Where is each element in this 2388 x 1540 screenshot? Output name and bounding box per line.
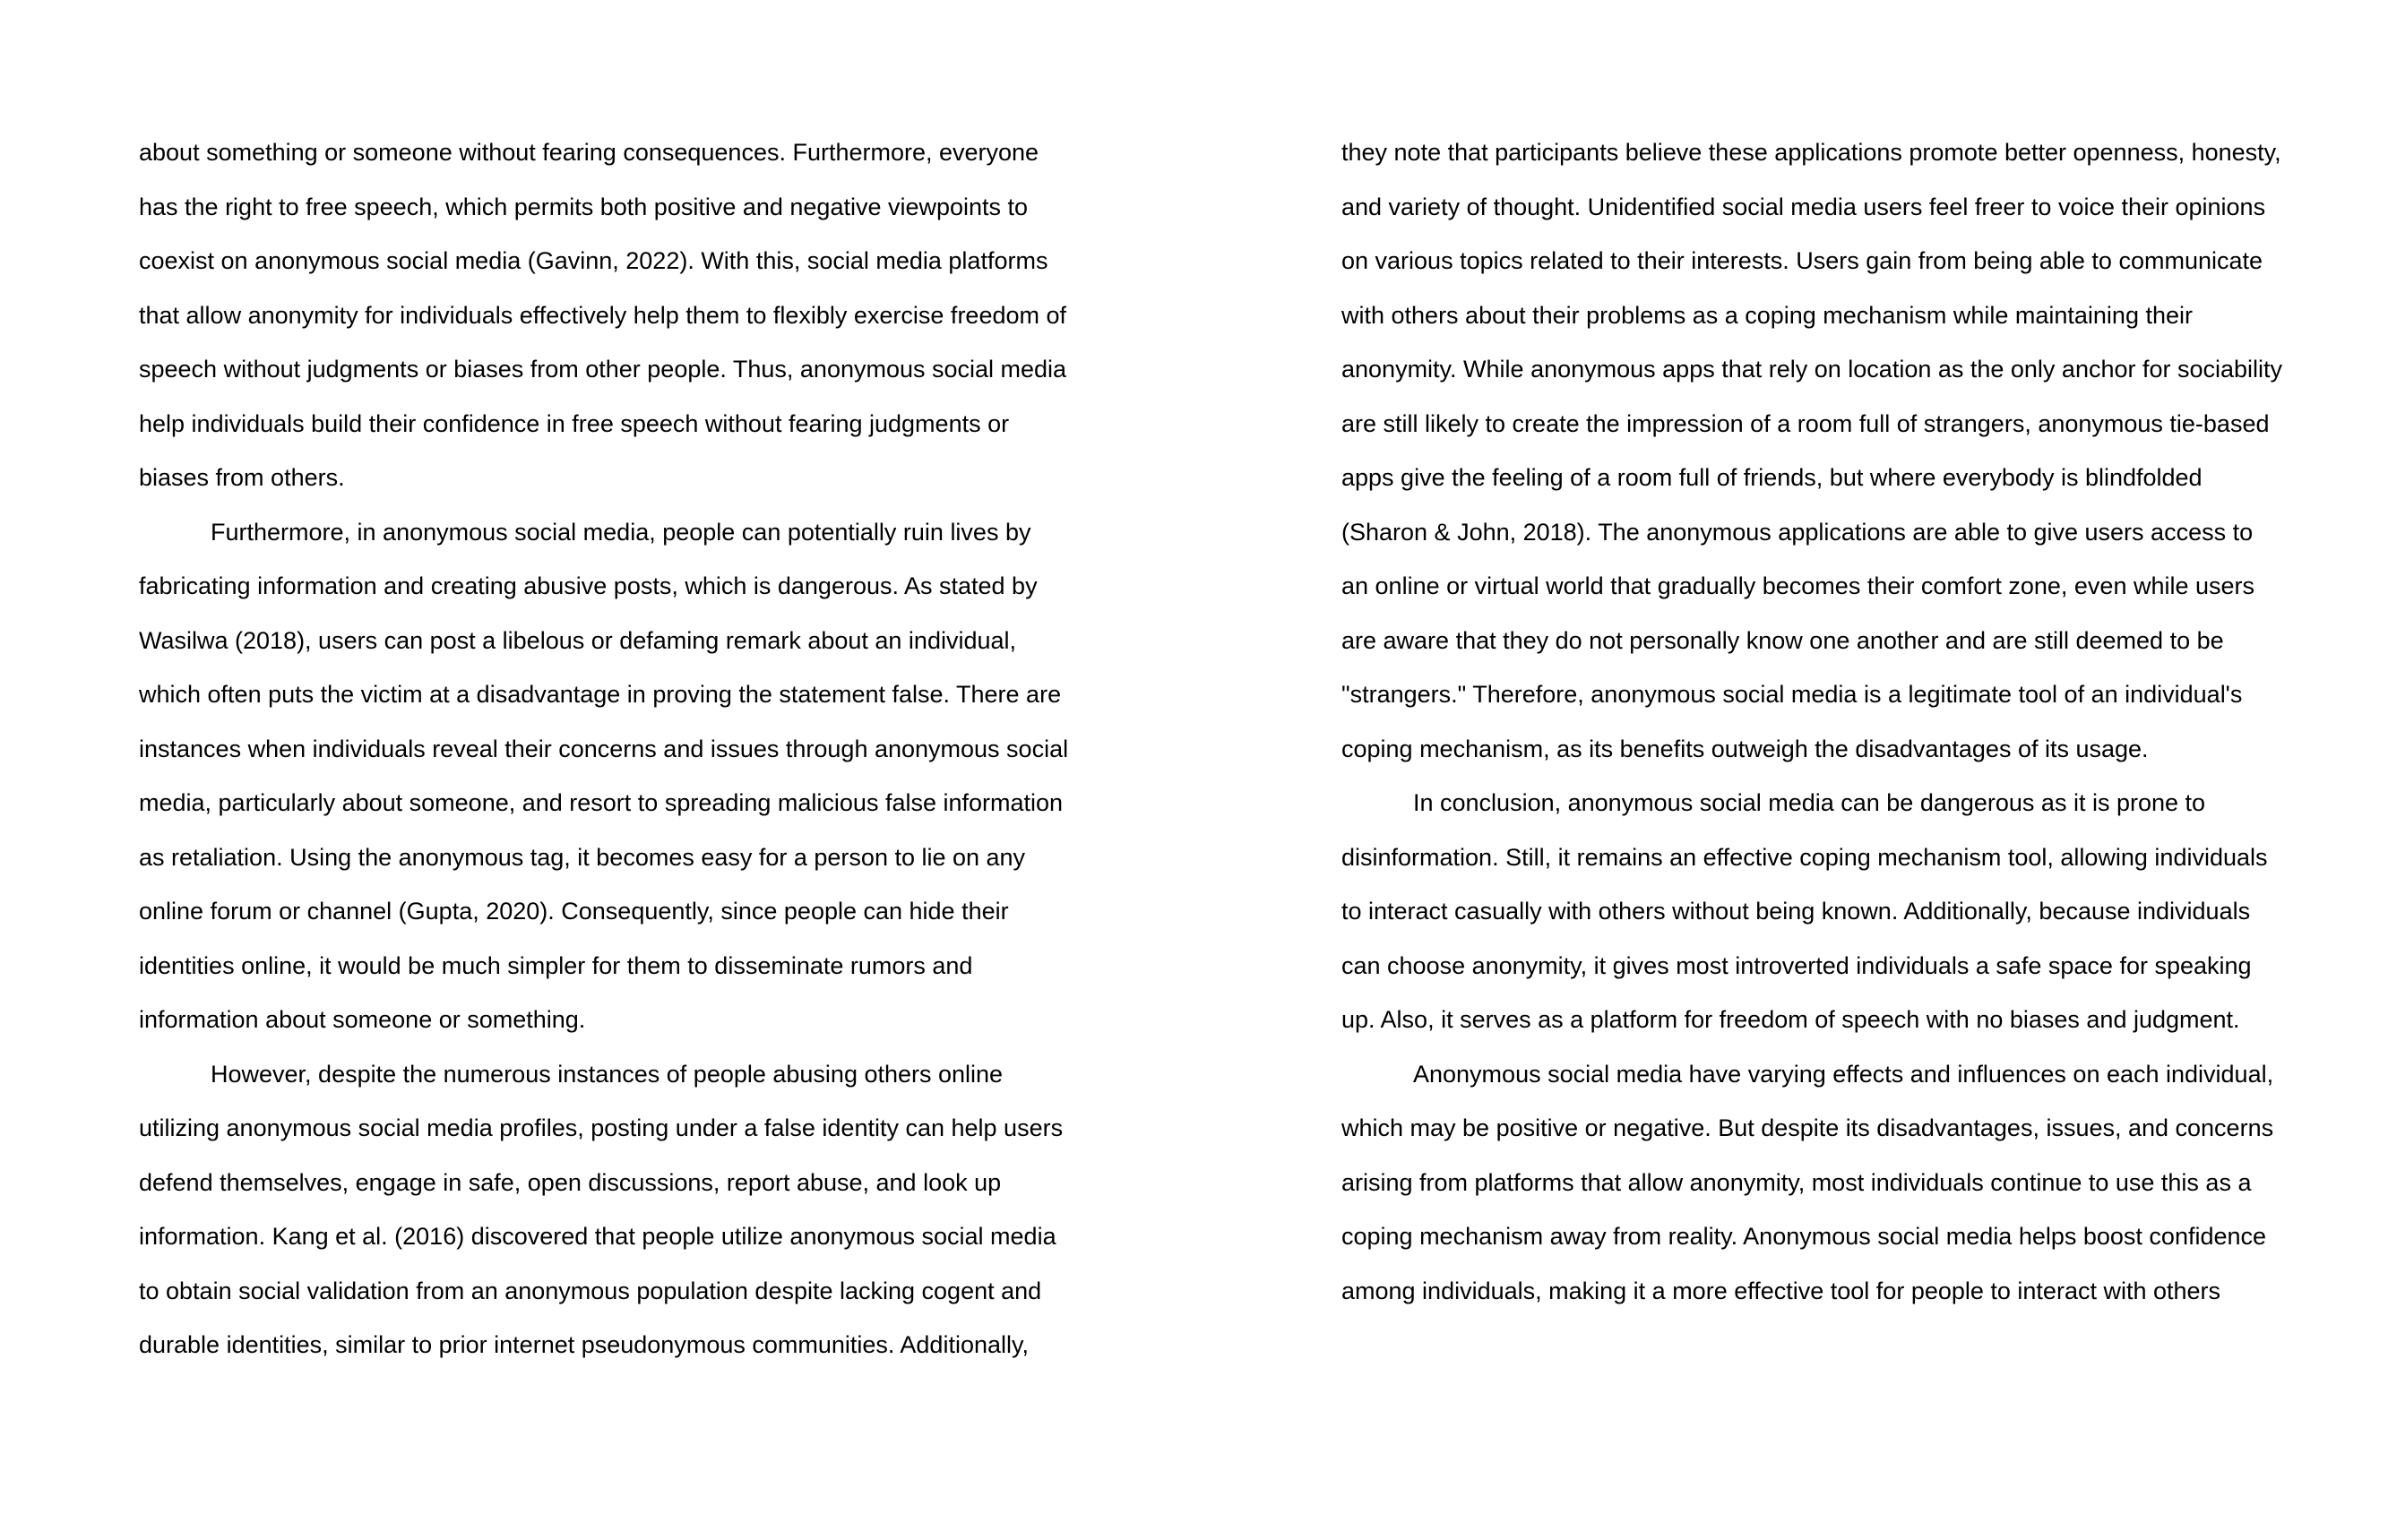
text-line: coping mechanism away from reality. Anonymous social media helps boost confidence bbox=[1341, 1223, 2267, 1250]
text-line: durable identities, similar to prior internet pseudonymous communities. Additionally, bbox=[139, 1331, 1029, 1358]
text-line: up. Also, it serves as a platform for freedom of speech with no biases and judgment. bbox=[1341, 1006, 2240, 1033]
text-line: media, particularly about someone, and resort to spreading malicious false information bbox=[139, 789, 1064, 816]
text-line: apps give the feeling of a room full of friends, but where everybody is blindfolded bbox=[1341, 464, 2203, 491]
text-line: are aware that they do not personally know one another and are still deemed to be bbox=[1341, 626, 2224, 654]
text-line: identities online, it would be much simpler for them to disseminate rumors and bbox=[139, 951, 973, 979]
text-line: Wasilwa (2018), users can post a libelous or defaming remark about an individual, bbox=[139, 626, 1017, 654]
text-line: coexist on anonymous social media (Gavinn, 2022). With this, social media platforms bbox=[139, 247, 1048, 274]
text-line: (Sharon & John, 2018). The anonymous applications are able to give users access to bbox=[1341, 518, 2254, 546]
text-line: and variety of thought. Unidentified social media users feel freer to voice their opinions bbox=[1341, 193, 2266, 220]
text-line: among individuals, making it a more effective tool for people to interact with others bbox=[1341, 1277, 2221, 1304]
text-line: defend themselves, engage in safe, open discussions, report abuse, and look up bbox=[139, 1168, 1002, 1196]
text-line: information. Kang et al. (2016) discovered that people utilize anonymous social media bbox=[139, 1223, 1056, 1250]
text-line: online forum or channel (Gupta, 2020). Consequently, since people can hide their bbox=[139, 898, 1009, 925]
text-line: In conclusion, anonymous social media can be dangerous as it is prone to bbox=[1413, 789, 2206, 816]
text-line: However, despite the numerous instances of people abusing others online bbox=[211, 1060, 1004, 1088]
text-line: Anonymous social media have varying effects and influences on each individual, bbox=[1413, 1060, 2274, 1088]
text-line: that allow anonymity for individuals effectively help them to flexibly exercise freedom of bbox=[139, 301, 1067, 329]
text-line: an online or virtual world that gradually becomes their comfort zone, even while users bbox=[1341, 572, 2255, 599]
text-line: fabricating information and creating abusive posts, which is dangerous. As stated by bbox=[139, 572, 1038, 599]
text-line: help individuals build their confidence in free speech without fearing judgments or bbox=[139, 409, 1010, 437]
right-page-column bbox=[1341, 133, 2282, 1325]
text-line: to obtain social validation from an anonymous population despite lacking cogent and bbox=[139, 1277, 1042, 1304]
text-line: Furthermore, in anonymous social media, people can potentially ruin lives by bbox=[211, 518, 1031, 546]
text-line: speech without judgments or biases from other people. Thus, anonymous social media bbox=[139, 356, 1067, 383]
text-line: instances when individuals reveal their concerns and issues through anonymous social bbox=[139, 735, 1069, 762]
text-line: coping mechanism, as its benefits outweigh the disadvantages of its usage. bbox=[1341, 735, 2149, 762]
text-line: are still likely to create the impression of a room full of strangers, anonymous tie-based bbox=[1341, 409, 2270, 437]
text-line: on various topics related to their interests. Users gain from being able to communicate bbox=[1341, 247, 2263, 274]
text-line: "strangers." Therefore, anonymous social media is a legitimate tool of an individual's bbox=[1341, 681, 2243, 708]
text-line: to interact casually with others without being known. Additionally, because individuals bbox=[1341, 898, 2251, 925]
text-line: has the right to free speech, which permits both positive and negative viewpoints to bbox=[139, 193, 1029, 220]
left-page-column bbox=[139, 133, 1071, 1380]
text-line: biases from others. bbox=[139, 464, 345, 491]
text-line: utilizing anonymous social media profiles, posting under a false identity can help users bbox=[139, 1114, 1064, 1141]
text-line: which often puts the victim at a disadvantage in proving the statement false. There are bbox=[139, 681, 1062, 708]
text-line: which may be positive or negative. But despite its disadvantages, issues, and concerns bbox=[1341, 1114, 2274, 1141]
text-line: arising from platforms that allow anonymity, most individuals continue to use this as a bbox=[1341, 1168, 2252, 1196]
text-line: as retaliation. Using the anonymous tag, it becomes easy for a person to lie on any bbox=[139, 843, 1026, 871]
text-line: can choose anonymity, it gives most introverted individuals a safe space for speaking bbox=[1341, 951, 2252, 979]
text-line: disinformation. Still, it remains an effective coping mechanism tool, allowing individuals bbox=[1341, 843, 2268, 871]
text-line: anonymity. While anonymous apps that rely on location as the only anchor for sociability bbox=[1341, 356, 2283, 383]
text-line: about something or someone without fearing consequences. Furthermore, everyone bbox=[139, 139, 1039, 166]
text-line: information about someone or something. bbox=[139, 1006, 586, 1033]
text-line: they note that participants believe these applications promote better openness, honesty, bbox=[1341, 139, 2281, 166]
text-line: with others about their problems as a coping mechanism while maintaining their bbox=[1341, 301, 2193, 329]
